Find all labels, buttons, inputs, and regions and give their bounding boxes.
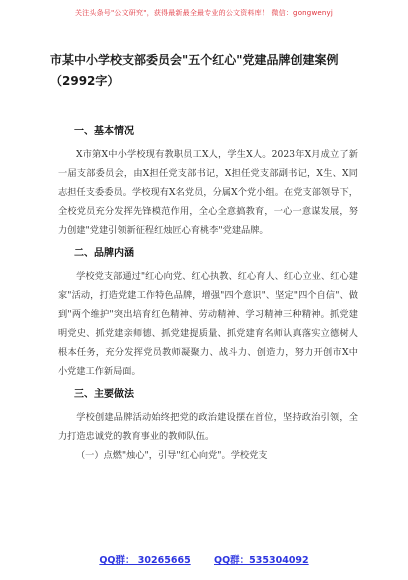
header-note: 关注头条号"公文研究"，获得最新最全最专业的公文资料库！ 微信：gongwenyj: [74, 9, 334, 17]
section-paragraph-1: X市第X中小学校现有教职员工X人，学生X人。2023年X月成立了新一届支部委员会，由X担任党支部书记，X担任党支部副书记，X生、X同志担任支委委员。学校现有X名党员，分属X个党小组。在党支部领导下，全校党员充分发挥先锋模范作用，全心全意搞教育，一心一意谋发展，努力创建"党建引领新征程红烛匠心育桃李"党建品牌。: [58, 149, 358, 236]
section-heading-1: 一、基本情况: [74, 126, 134, 137]
section-heading-2: 二、品牌内涵: [74, 248, 134, 259]
section-paragraph-2: 学校党支部通过"红心向党、红心执教、红心育人、红心立业、红心建家"活动，打造党建工作特色品牌，增强"四个意识"、坚定"四个自信"、做到"两个维护"突出培育红色精神、劳动精神、学习精神三种精神。抓党建明党史、抓党建亲师德、抓党建提质量、抓党建育名师认真落实立德树人根本任务，充分发挥党员教师凝聚力、战斗力、创造力，努力开创市X中小党建工作新局面。: [58, 271, 358, 377]
qq-group-2-link[interactable]: QQ群：535304092: [214, 555, 309, 566]
section-paragraph-3: 学校创建品牌活动始终把党的政治建设摆在首位，坚持政治引领，全力打造忠诚党的教育事业的教师队伍。: [58, 412, 358, 442]
title-line-1: 市某中小学校支部委员会"五个红心"党建品牌创建案例: [50, 53, 339, 67]
section-heading-3: 三、主要做法: [74, 389, 134, 400]
document-title: [50, 50, 370, 92]
document-body: [58, 118, 358, 465]
title-line-2: （2992字）: [50, 74, 120, 88]
footer-qq-groups: [0, 552, 408, 566]
qq-group-1-link[interactable]: QQ群： 30265665: [99, 555, 191, 566]
subsection-line: （一）点燃"烛心"，引导"红心向党"。学校党支: [76, 450, 268, 461]
